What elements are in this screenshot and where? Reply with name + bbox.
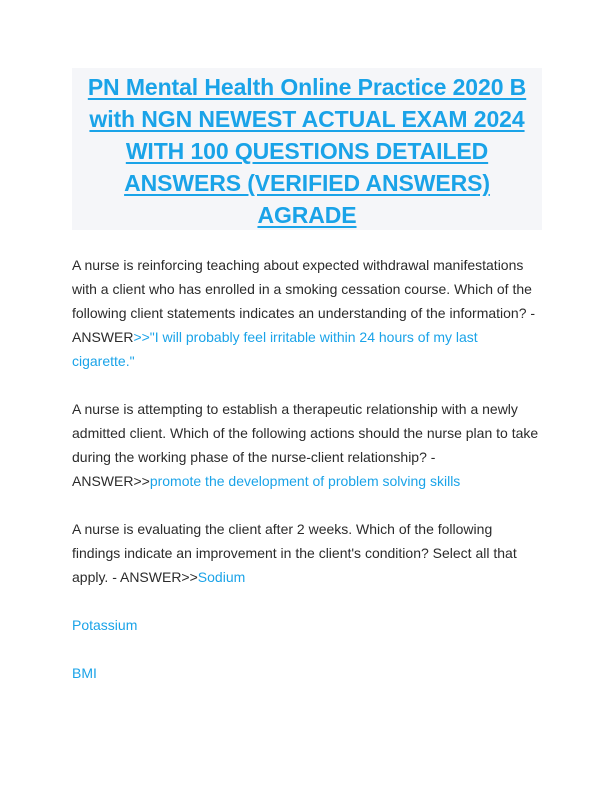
question-1 (72, 253, 542, 373)
question-2-text: A nurse is attempting to establish a therapeutic relationship with a newly admitted client. Which of the following actions should the nurse plan to take during the working phase of the nurse-client relationship? - ANSWER>> (72, 401, 539, 489)
question-3-answer: Sodium (197, 569, 246, 585)
answer-option-potassium: Potassium (72, 617, 138, 633)
qa-content (72, 253, 542, 709)
answer-option-bmi: BMI (72, 665, 97, 681)
question-2 (72, 397, 542, 493)
question-3-text: A nurse is evaluating the client after 2 weeks. Which of the following findings indicate an improvement in the client's condition? Select all that apply. - ANSWER>> (72, 521, 517, 585)
question-3 (72, 517, 542, 589)
document-title-link[interactable]: PN Mental Health Online Practice 2020 B with NGN NEWEST ACTUAL EXAM 2024 WITH 100 QUESTIONS DETAILED ANSWERS (VERIFIED ANSWERS) AGRADE (87, 74, 527, 228)
question-1-answer: >>"I will probably feel irritable within 24 hours of my last cigarette." (72, 329, 478, 369)
document-title-block (72, 68, 542, 230)
question-1-text: A nurse is reinforcing teaching about expected withdrawal manifestations with a client who has enrolled in a smoking cessation course. Which of the following client statements indicates an understanding of the information? - ANSWER (72, 257, 536, 345)
question-2-answer: promote the development of problem solving skills (149, 473, 461, 489)
